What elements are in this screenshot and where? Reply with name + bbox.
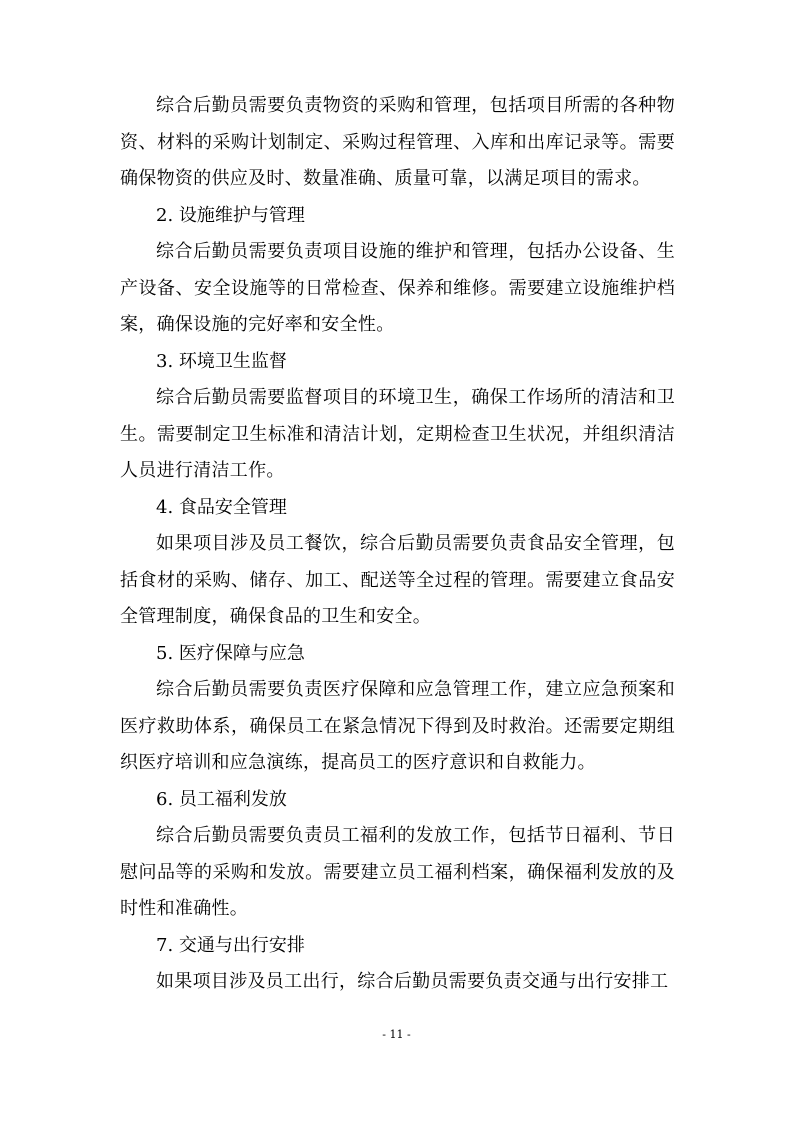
- heading-environment-sanitation: 3. 环境卫生监督: [156, 350, 287, 372]
- paragraph-environment-sanitation: 综合后勤员需要监督项目的环境卫生，确保工作场所的清洁和卫生。需要制定卫生标准和清洁计划，定期检查卫生状况，并组织清洁人员进行清洁工作。: [120, 387, 675, 481]
- paragraph-facility-maintenance: 综合后勤员需要负责项目设施的维护和管理，包括办公设备、生产设备、安全设施等的日常检查、保养和维修。需要建立设施维护档案，确保设施的完好率和安全性。: [120, 241, 675, 335]
- paragraph-transport-travel: 如果项目涉及员工出行，综合后勤员需要负责交通与出行安排工: [156, 971, 669, 992]
- document-body: [120, 88, 675, 1001]
- page-number: - 11 -: [382, 1028, 411, 1041]
- heading-medical-emergency: 5. 医疗保障与应急: [156, 642, 305, 664]
- paragraph-medical-emergency: 综合后勤员需要负责医疗保障和应急管理工作，建立应急预案和医疗救助体系，确保员工在紧急情况下得到及时救治。还需要定期组织医疗培训和应急演练，提高员工的医疗意识和自救能力。: [120, 679, 675, 773]
- heading-facility-maintenance: 2. 设施维护与管理: [156, 204, 305, 226]
- paragraph-food-safety: 如果项目涉及员工餐饮，综合后勤员需要负责食品安全管理，包括食材的采购、储存、加工、配送等全过程的管理。需要建立食品安全管理制度，确保食品的卫生和安全。: [120, 533, 675, 627]
- heading-employee-welfare: 6. 员工福利发放: [156, 788, 287, 810]
- heading-transport-travel: 7. 交通与出行安排: [156, 934, 305, 956]
- paragraph-employee-welfare: 综合后勤员需要负责员工福利的发放工作，包括节日福利、节日慰问品等的采购和发放。需要建立员工福利档案，确保福利发放的及时性和准确性。: [120, 825, 675, 919]
- heading-food-safety: 4. 食品安全管理: [156, 496, 287, 518]
- paragraph-material-procurement: 综合后勤员需要负责物资的采购和管理，包括项目所需的各种物资、材料的采购计划制定、采购过程管理、入库和出库记录等。需要确保物资的供应及时、数量准确、质量可靠，以满足项目的需求。: [120, 95, 675, 189]
